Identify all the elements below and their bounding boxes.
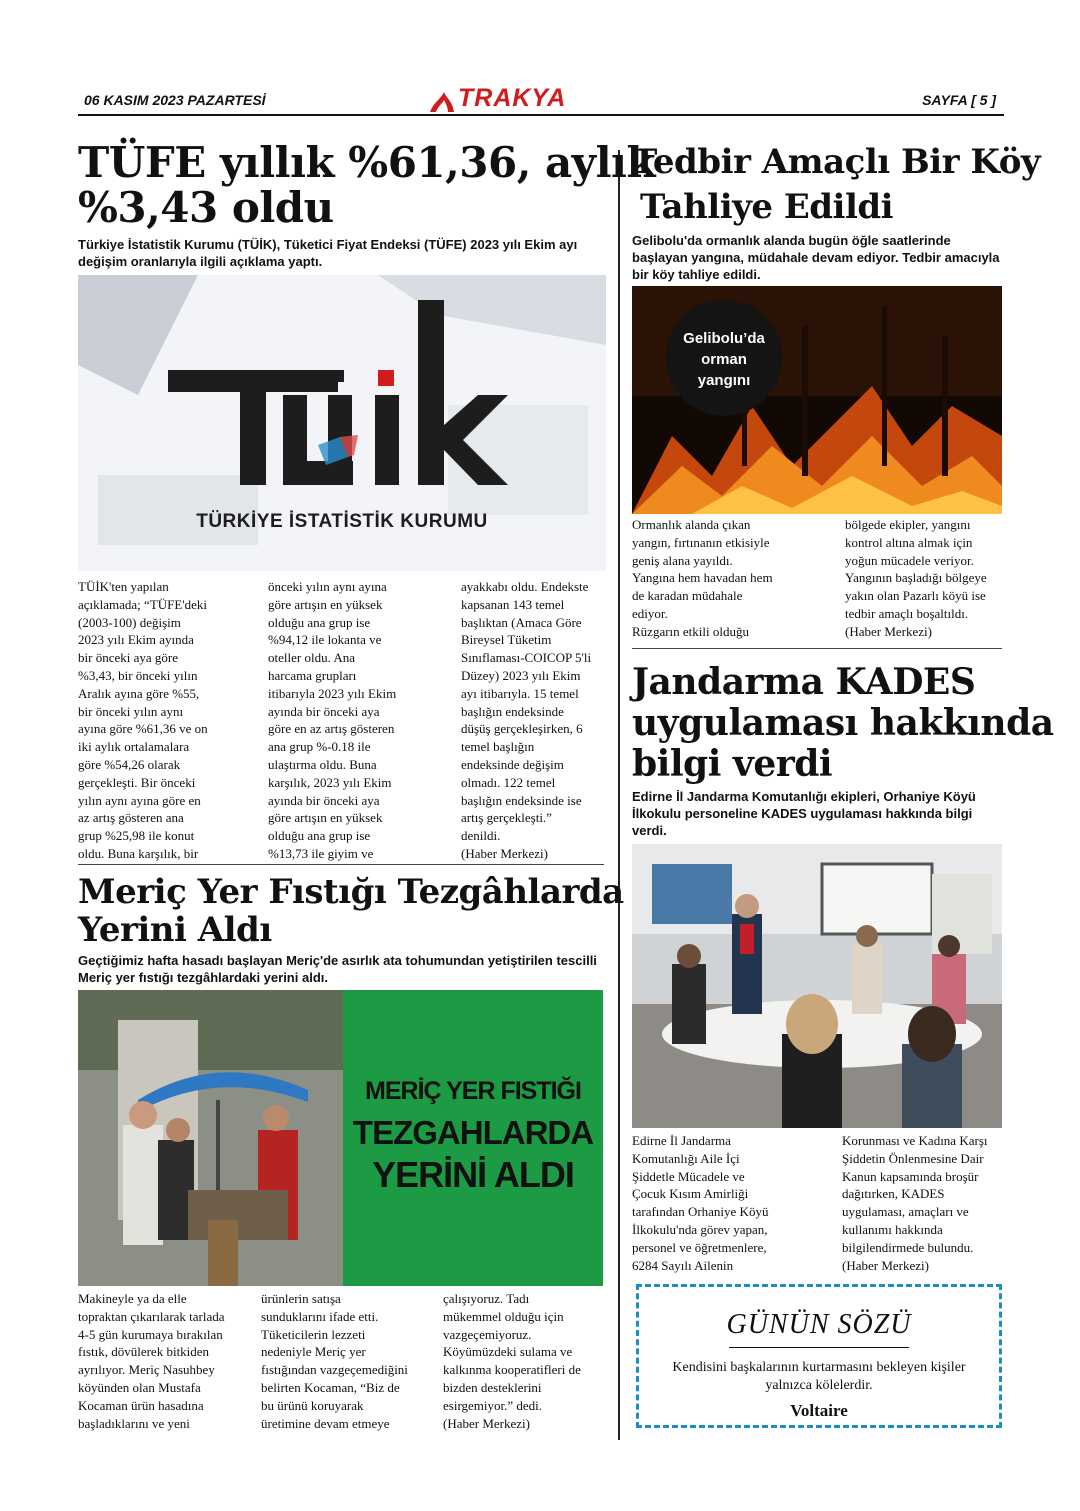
tufe-column-2: önceki yılın aynı ayına göre artışın en yüksek olduğu ana grup ise %94,12 ile lokanta ve oteller oldu. Ana harcama grupları itibarıyla 2023 yılı Ekim ayında bir önceki aya göre en az artış gösteren ana grup %-0.18 ile ulaştırma oldu. Buna karşılık, 2023 yılı Ekim ayında bir önceki aya göre artışın en yüksek olduğu ana grup ise %13,73 ile giyim ve (268, 579, 397, 861)
fistik-image (78, 990, 603, 1286)
kades-image-art (632, 844, 1002, 1128)
tuik-image (78, 275, 606, 571)
masthead-text: TRAKYA (458, 84, 567, 112)
koy-lead-line1: Gelibolu'da ormanlık alanda bugün öğle saatlerinde (632, 233, 951, 248)
quote-author: Voltaire (790, 1401, 848, 1420)
quote-title-underline (729, 1347, 909, 1348)
quote-title: GÜNÜN SÖZÜ (726, 1309, 912, 1340)
fistik-lead-line2: Meriç yer fıstığı tezgâhlardaki yerini aldı. (78, 970, 328, 985)
tuik-caption: TÜRKİYE İSTATİSTİK KURUMU (196, 511, 488, 532)
kades-headline-line3: bilgi verdi (632, 743, 833, 785)
fistik-headline-line1: Meriç Yer Fıstığı Tezgâhlarda (78, 872, 624, 912)
tufe-lead-line2: değişim oranlarıyla ilgili açıklama yaptı. (78, 254, 323, 269)
koy-column-1: Ormanlık alanda çıkan yangın, fırtınanın etkisiyle geniş alana yayıldı. Yangına hem havadan hem de karadan müdahale ediyor. Rüzgarın etkili olduğu (632, 517, 773, 639)
koy-headline-line2: Tahliye Edildi (640, 187, 894, 227)
tufe-lead-line1: Türkiye İstatistik Kurumu (TÜİK), Tüketici Fiyat Endeksi (TÜFE) 2023 yılı Ekim ayı (78, 237, 578, 252)
kades-column-1: Edirne İl Jandarma Komutanlığı Aile İçi Şiddetle Mücadele ve Çocuk Kısım Amirliği tarafından Orhaniye Köyü İlkokulu'nda görev yapan, personel ve öğretmenlere, 6284 Sayılı Ailenin (632, 1133, 769, 1273)
fire-image-art (632, 286, 1002, 514)
koy-headline-line1: Tedbir Amaçlı Bir Köy (632, 142, 1041, 182)
fistik-column-2: ürünlerin satışa sunduklarını ifade etti. Tüketicilerin lezzeti nedeniyle Meriç yer fıstığından vazgeçemediğini belirten Kocaman, “Biz de bu ürünü koruyarak üretimine devam etmeye (261, 1291, 408, 1431)
tufe-headline-line2: %3,43 oldu (78, 183, 334, 232)
kades-lead-line3: verdi. (632, 823, 667, 838)
issue-date: 06 KASIM 2023 PAZARTESİ (84, 92, 266, 108)
fistik-headline-line2: Yerini Aldı (78, 910, 272, 950)
quote-of-the-day (636, 1284, 1002, 1428)
quote-text: Kendisini başkalarının kurtarmasını bekleyen kişiler yalnızca kölelerdir. (672, 1360, 966, 1393)
tufe-column-3: ayakkabı oldu. Endekste kapsanan 143 temel başlıktan (Amaca Göre Bireysel Tüketim Sınıflaması-COICOP 5'li Düzey) 2023 yılı Ekim ayı itibarıyla. 15 temel başlığın endeksinde düşüş gerçekleşirken, 6 temel başlığın endeksinde değişim olmadı. 122 temel başlığın endeksinde ise artış gerçekleşti.” denildi. (Haber Merkezi) (461, 579, 592, 861)
tufe-column-1: TÜİK'ten yapılan açıklamada; “TÜFE'deki (2003-100) değişim 2023 yılı Ekim ayında bir önceki aya göre %3,43, bir önceki yılın Aralık ayına göre %55, bir önceki yılın aynı ayına göre %61,36 ve on iki aylık ortalamalara göre %54,26 olarak gerçekleşti. Bir önceki yılın aynı ayına göre en az artış gösteren ana grup %25,98 ile konut oldu. Buna karşılık, bir (78, 579, 208, 861)
section-rule (78, 864, 604, 865)
page-number: SAYFA [ 5 ] (922, 92, 996, 108)
flame-icon (426, 86, 458, 116)
kades-image (632, 844, 1002, 1128)
koy-column-2: bölgede ekipler, yangını kontrol altına almak için yoğun mücadele veriyor. Yangının başladığı bölgeye yakın olan Pazarlı köyü ise tedbir amaçlı boşaltıldı. (Haber Merkezi) (845, 517, 987, 639)
column-divider (618, 150, 620, 1440)
koy-lead-line2: başlayan yangına, müdahale devam ediyor. Tedbir amacıyla (632, 250, 1000, 265)
header-rule (78, 114, 1004, 116)
section-rule-right (632, 648, 1002, 649)
fire-image (632, 286, 1002, 514)
fistik-column-3: çalışıyoruz. Tadı mükemmel olduğu için vazgeçemiyoruz. Köyümüzdeki sulama ve kalkınma kooperatifleri de bizden desteklerini esirgemiyor.” dedi. (Haber Merkezi) (443, 1291, 581, 1431)
fistik-column-1: Makineyle ya da elle topraktan çıkarılarak tarlada 4-5 gün kurumaya bırakılan fıstık, dövülerek bitkiden ayrılıyor. Meriç Nasuhbey köyünden olan Mustafa Kocaman ürün hasadına başladıklarını ve yeni (78, 1291, 225, 1431)
tufe-headline-line1: TÜFE yıllık %61,36, aylık (78, 138, 656, 187)
fistik-image-title: MERİÇ YER FISTIĞI TEZGAHLARDA YERİNİ ALDI (352, 1077, 594, 1195)
kades-lead-line1: Edirne İl Jandarma Komutanlığı ekipleri, Orhaniye Köyü (632, 789, 976, 804)
kades-headline-line1: Jandarma KADES (632, 661, 976, 703)
koy-lead-line3: bir köy tahliye edildi. (632, 267, 761, 282)
masthead-logo (424, 84, 596, 116)
kades-headline-line2: uygulaması hakkında (632, 702, 1054, 744)
kades-column-2: Korunması ve Kadına Karşı Şiddetin Önlenmesine Dair Kanun kapsamında broşür dağıtırken, KADES uygulaması, amaçları ve kullanımı hakkında bilgilendirmede bulundu. (Haber Merkezi) (842, 1133, 988, 1273)
fire-badge: Gelibolu’da orman yangını (683, 330, 765, 389)
kades-lead-line2: İlkokulu personeline KADES uygulaması hakkında bilgi (632, 806, 973, 821)
fistik-lead-line1: Geçtiğimiz hafta hasadı başlayan Meriç'de asırlık ata tohumundan yetiştirilen tescilli (78, 953, 597, 968)
